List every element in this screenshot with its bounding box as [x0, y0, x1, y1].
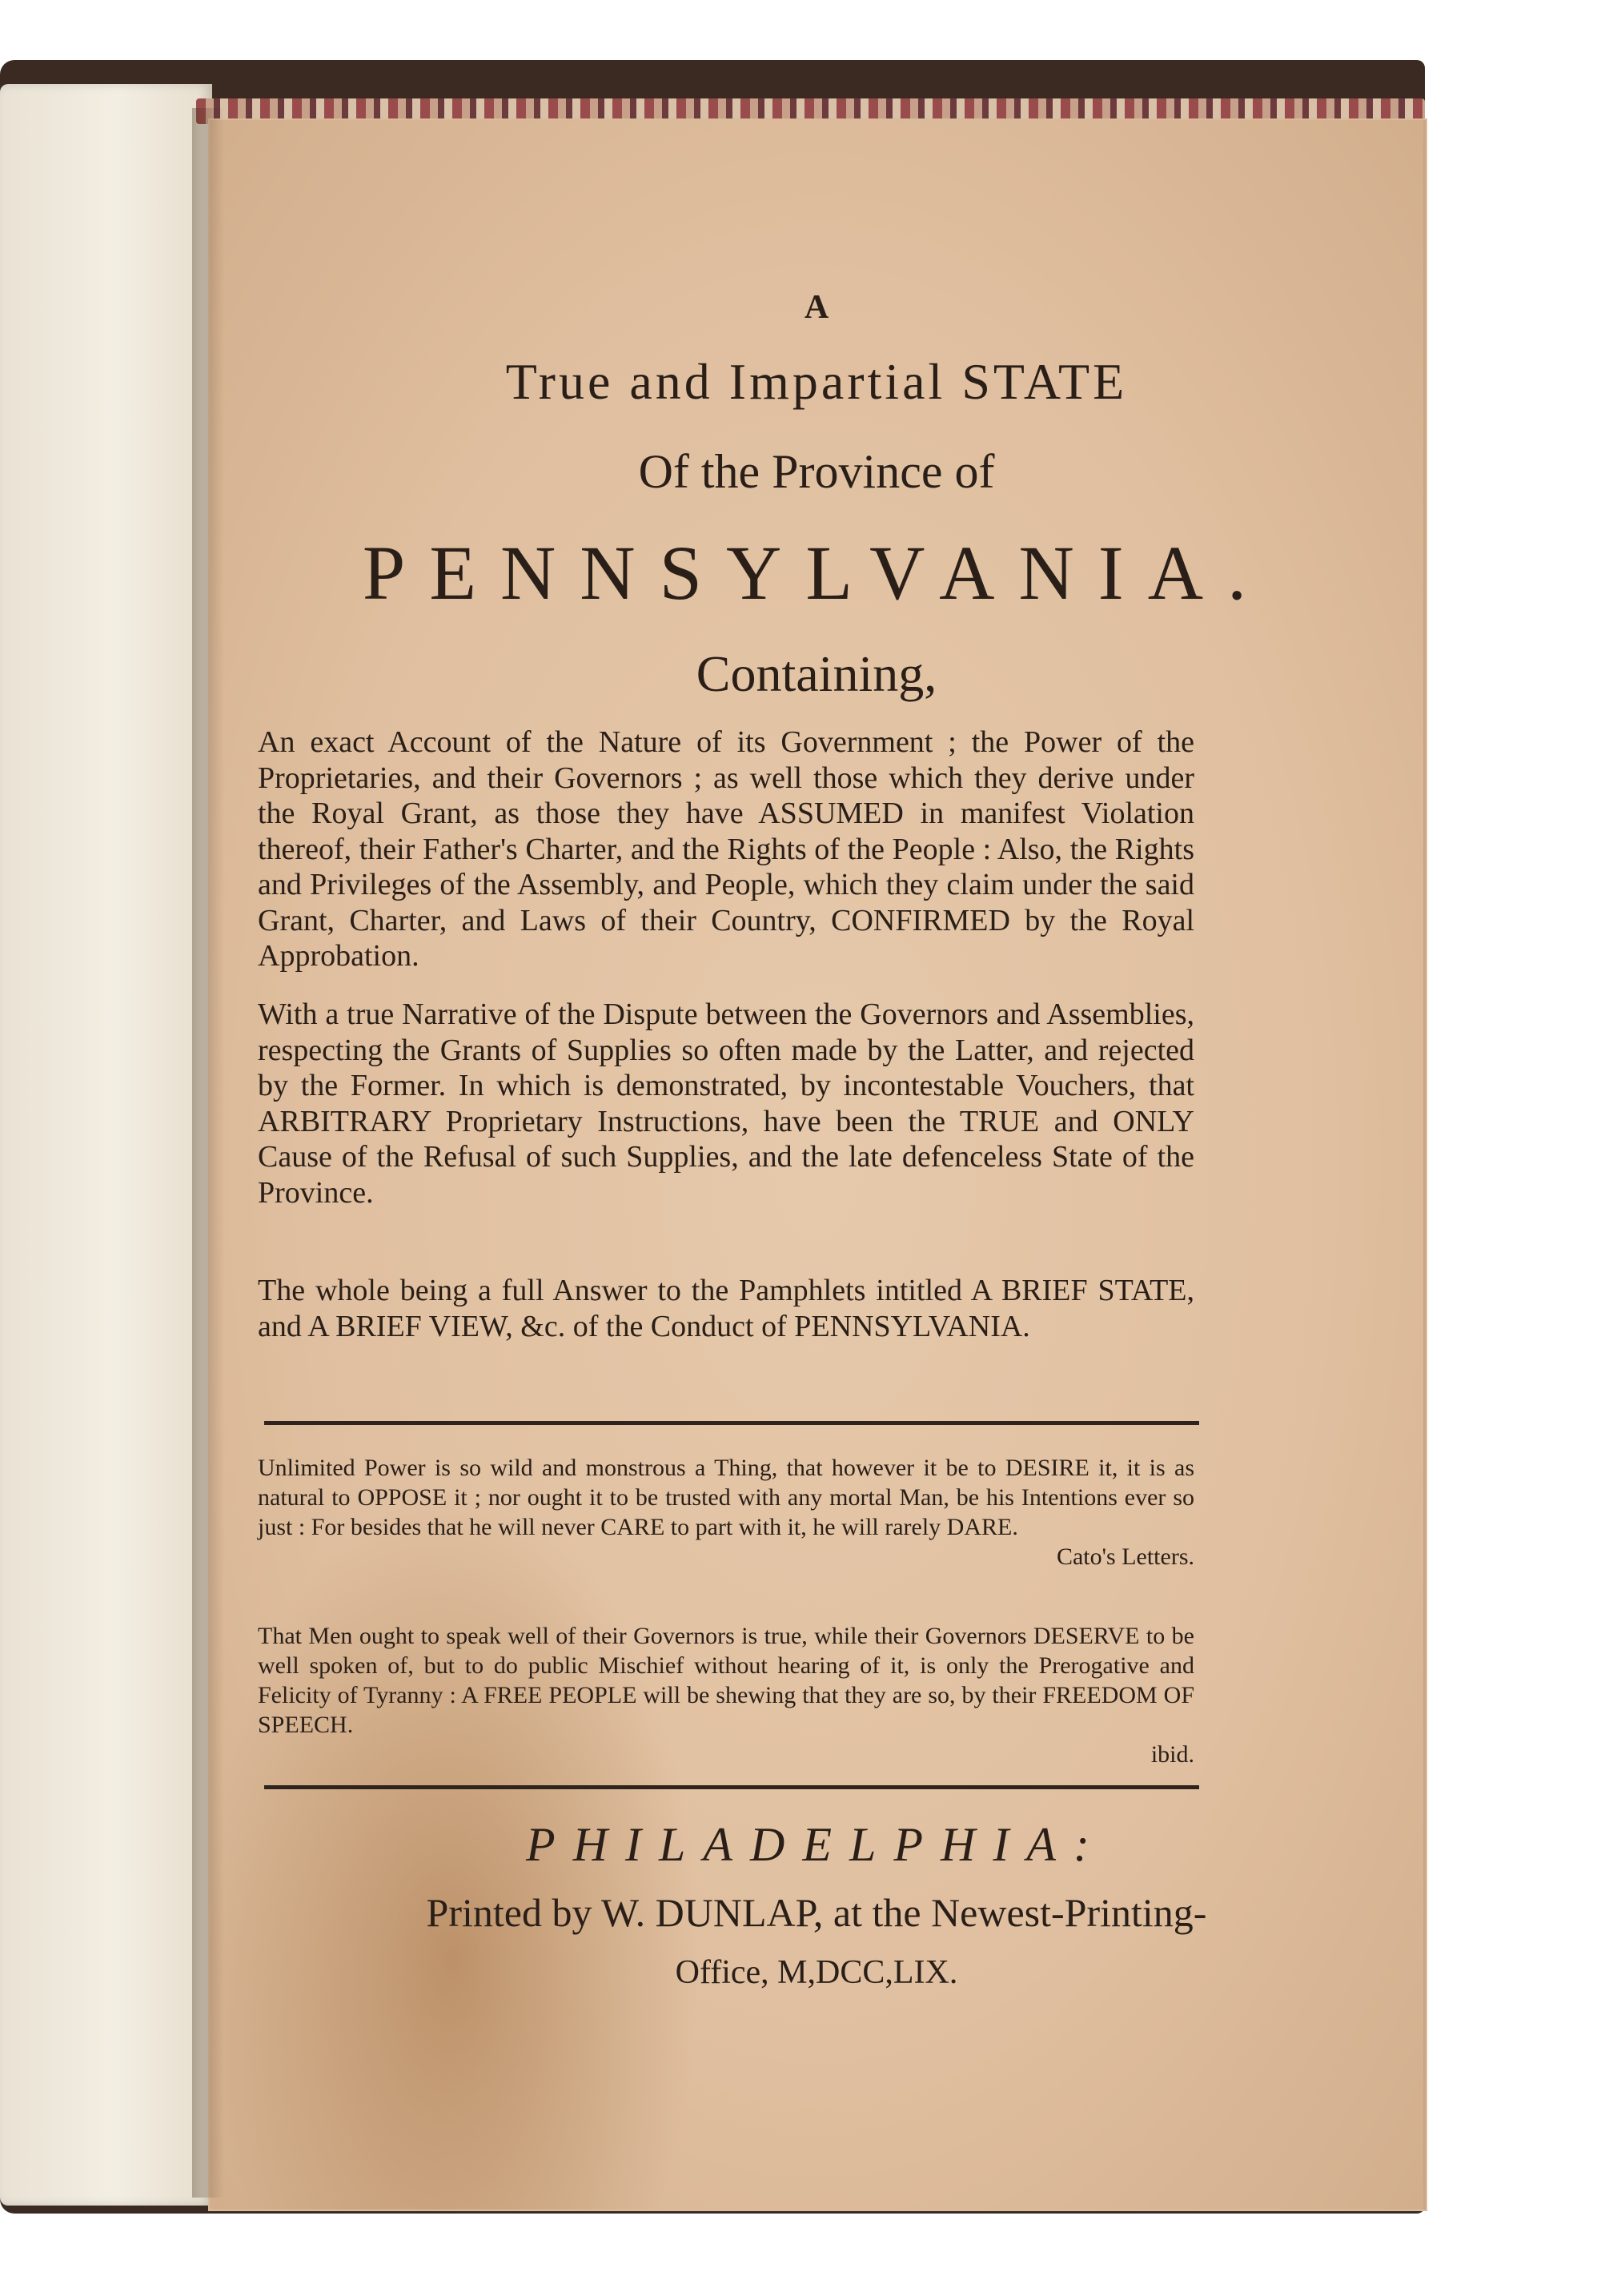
book [0, 60, 1425, 2214]
divider-rule [264, 1785, 1199, 1789]
divider-rule [264, 1421, 1199, 1425]
title-line-true: True and Impartial STATE [505, 353, 1128, 410]
epigraph-2 [258, 1621, 1194, 1769]
imprint-office: Office, M,DCC,LIX. [675, 1954, 958, 1991]
epigraph-1-attribution: Cato's Letters. [1056, 1543, 1194, 1570]
description-paragraph-2: With a true Narrative of the Dispute between the Governors and Assemblies, respecting the Grants of Supplies so often made by the Latter, and rejected by the Former. In which is demonstrated, by incontestable Vouchers, that ARBITRARY Proprietary Instructions, have been the TRUE and ONLY Cause of the Refusal of such Supplies, and the late defenceless State of the Province. [258, 997, 1194, 1210]
epigraph-2-attribution: ibid. [1150, 1741, 1194, 1768]
title-pennsylvania: PENNSYLVANIA. [362, 530, 1271, 616]
epigraph-2-text: That Men ought to speak well of their Governors is true, while their Governors DESERVE to be well spoken of, but to do public Mischief without hearing of it, is only the Prerogative and Felicity of Tyranny : A FREE PEOPLE will be shewing that they are so, by their FREEDOM OF SPEECH. [258, 1623, 1194, 1738]
title-line-province: Of the Province of [638, 445, 995, 498]
containing-heading: Containing, [696, 645, 937, 702]
epigraph-1-text: Unlimited Power is so wild and monstrous a Thing, that however it be to DESIRE it, it is as natural to OPPOSE it ; nor ought it to be trusted with any mortal Man, be his Intentions ever so just : For besides that he will never CARE to part with it, he will rarely DARE. [258, 1455, 1194, 1540]
title-page [210, 120, 1426, 2210]
title-article: A [804, 289, 829, 326]
imprint-printer: Printed by W. DUNLAP, at the Newest-Printing- [426, 1890, 1207, 1935]
imprint-city: PHILADELPHIA: [526, 1818, 1107, 1871]
description-paragraph-1: An exact Account of the Nature of its Government ; the Power of the Proprietaries, and their Governors ; as well those which they derive under the Royal Grant, as those they have ASSUMED in manifest Violation thereof, their Father's Charter, and the Rights of the People : Also, the Rights and Privileges of the Assembly, and People, which they claim under the said Grant, Charter, and Laws of their Country, CONFIRMED by the Royal Approbation. [258, 725, 1194, 973]
gutter-shadow [192, 108, 224, 2198]
left-page [0, 84, 212, 2206]
epigraph-1 [258, 1453, 1194, 1571]
description-paragraph-3: The whole being a full Answer to the Pamphlets intitled A BRIEF STATE, and A BRIEF VIEW, &c. of the Conduct of PENNSYLVANIA. [258, 1274, 1194, 1343]
